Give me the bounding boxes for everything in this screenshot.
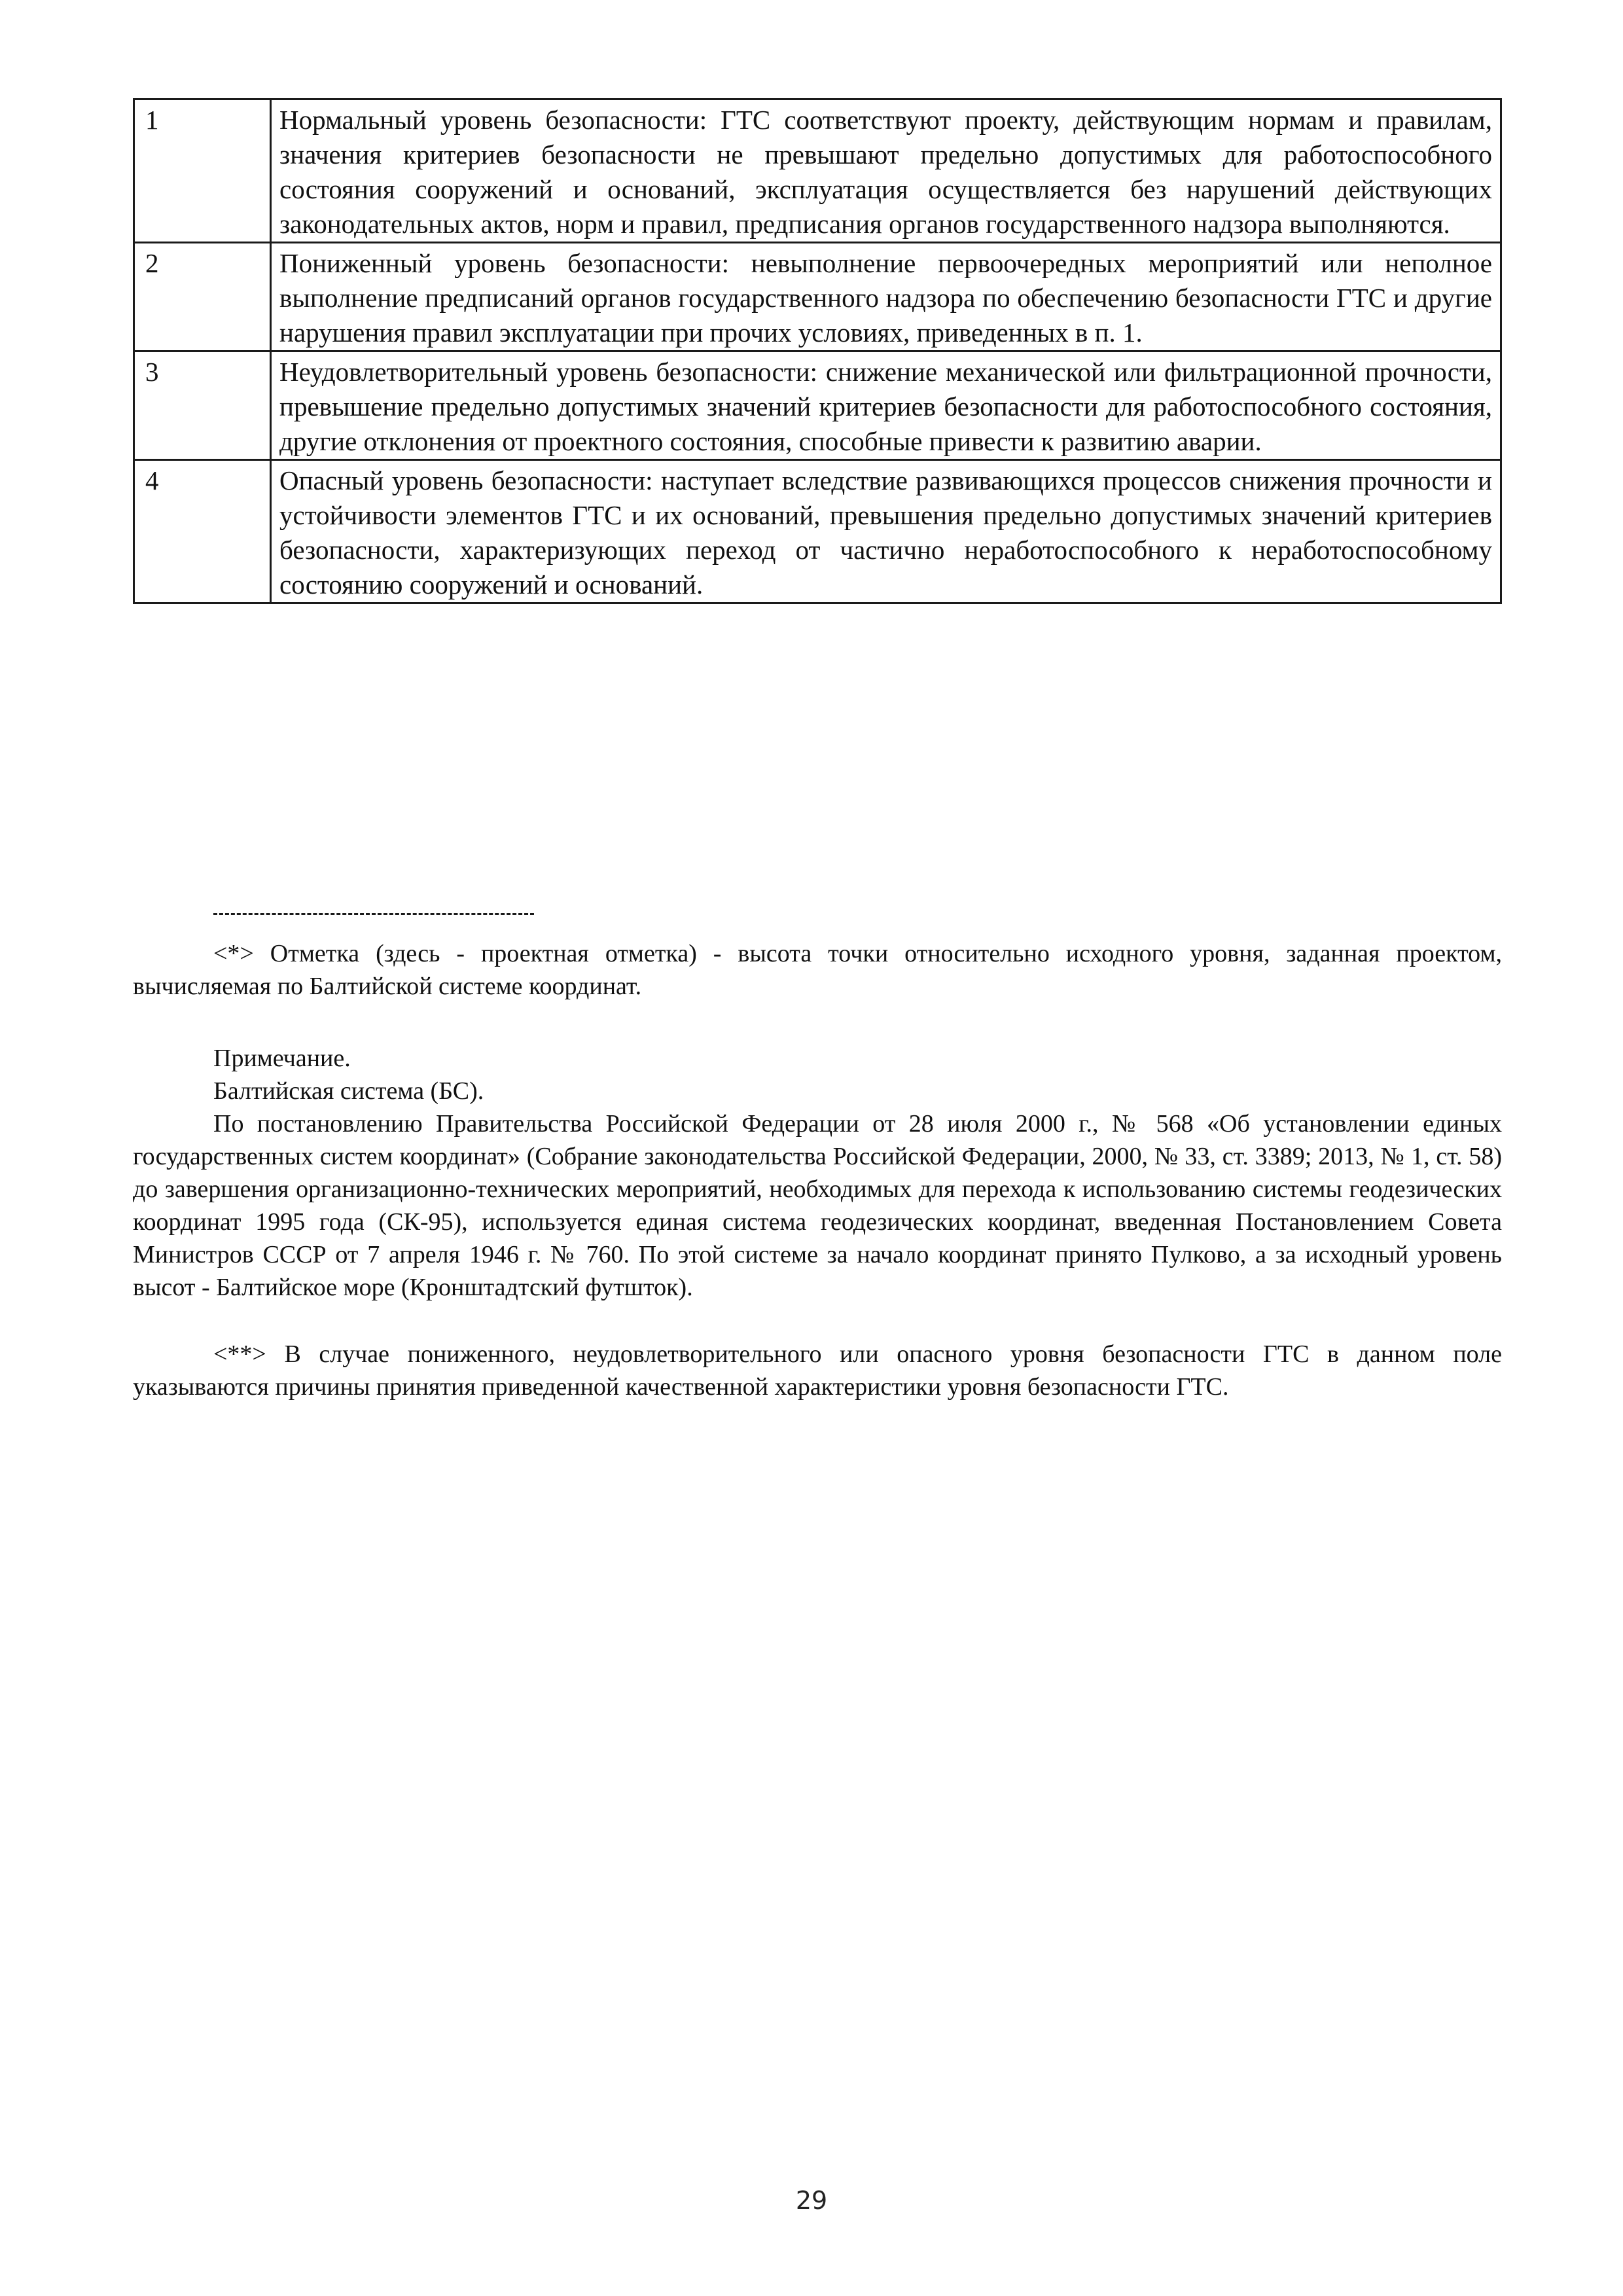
note-heading: Примечание. bbox=[213, 1045, 351, 1072]
row-description: Нормальный уровень безопасности: ГТС соответствуют проекту, действующим нормам и правилам, значения критериев безопасности не превышают предельно допустимых для работоспособного состояния сооружений и оснований, эксплуатация осуществляется без нарушений действующих законодательных актов, норм и правил, предписания органов государственного надзора выполняются. bbox=[271, 99, 1501, 243]
row-description: Неудовлетворительный уровень безопасности: снижение механической или фильтрационной прочности, превышение предельно допустимых значений критериев безопасности для работоспособного состояния, другие отклонения от проектного состояния, способные привести к развитию аварии. bbox=[271, 351, 1501, 460]
note-body: По постановлению Правительства Российской Федерации от 28 июля 2000 г., № 568 «Об установлении единых государственных систем координат» (Собрание законодательства Российской Федерации, 2000, № 33, ст. 3389; 2013, № 1, ст. 58) до завершения организационно-технических мероприятий, необходимых для перехода к использованию системы геодезических координат 1995 года (СК-95), используется единая система геодезических координат, введенная Постановлением Совета Министров СССР от 7 апреля 1946 г. № 760. По этой системе за начало координат принято Пулково, а за исходный уровень высот - Балтийское море (Кронштадтский футшток). bbox=[133, 1110, 1502, 1301]
safety-levels-table bbox=[133, 98, 1502, 604]
row-number: 2 bbox=[134, 243, 271, 351]
table-row bbox=[134, 460, 1501, 603]
table-row bbox=[134, 99, 1501, 243]
row-description: Пониженный уровень безопасности: невыполнение первоочередных мероприятий или неполное выполнение предписаний органов государственного надзора по обеспечению безопасности ГТС и другие нарушения правил эксплуатации при прочих условиях, приведенных в п. 1. bbox=[271, 243, 1501, 351]
footnotes-section bbox=[133, 913, 1502, 1403]
footnote-double-star: <**> В случае пониженного, неудовлетворительного или опасного уровня безопасности ГТС в данном поле указываются причины принятия приведенной качественной характеристики уровня безопасности ГТС. bbox=[133, 1340, 1502, 1401]
row-number: 4 bbox=[134, 460, 271, 603]
row-description: Опасный уровень безопасности: наступает вследствие развивающихся процессов снижения прочности и устойчивости элементов ГТС и их оснований, превышения предельно допустимых значений критериев безопасности, характеризующих переход от частично неработоспособного к неработоспособному состоянию сооружений и оснований. bbox=[271, 460, 1501, 603]
footnote-star: <*> Отметка (здесь - проектная отметка) - высота точки относительно исходного уровня, заданная проектом, вычисляемая по Балтийской системе координат. bbox=[133, 940, 1502, 1000]
table-row bbox=[134, 243, 1501, 351]
row-number: 1 bbox=[134, 99, 271, 243]
table-row bbox=[134, 351, 1501, 460]
note-subheading: Балтийская система (БС). bbox=[213, 1077, 484, 1105]
row-number: 3 bbox=[134, 351, 271, 460]
footnote-separator bbox=[213, 913, 534, 915]
page-number: 29 bbox=[795, 2186, 828, 2215]
